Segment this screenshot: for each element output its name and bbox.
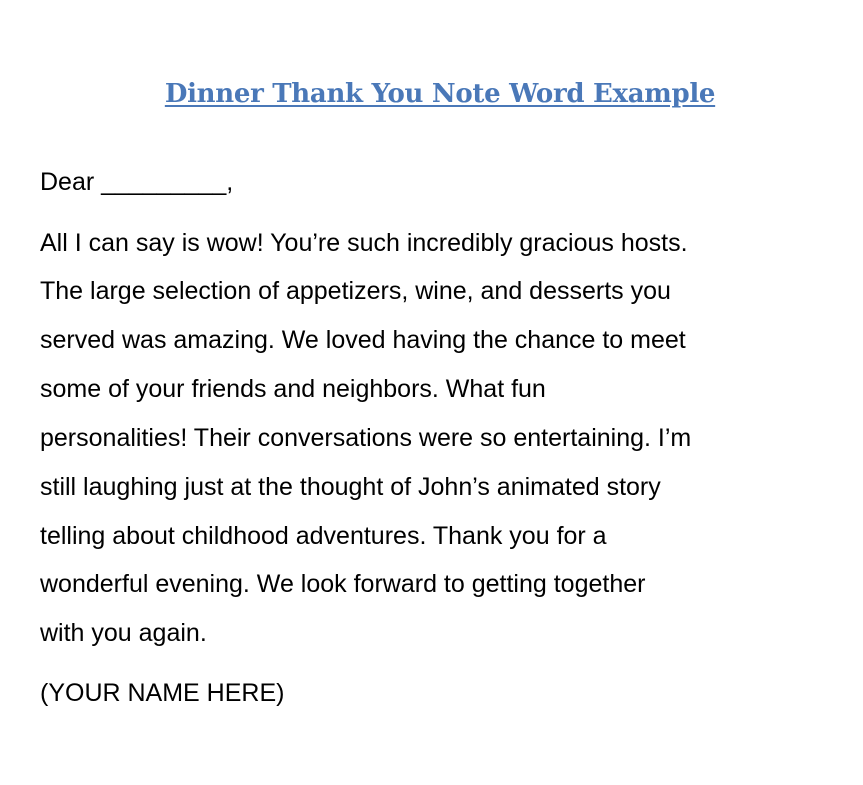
body-line: personalities! Their conversations were so entertaining. I’m [40,424,692,452]
body-line: with you again. [40,619,207,647]
body-line: All I can say is wow! You’re such incredibly gracious hosts. [40,229,688,257]
body-line: served was amazing. We loved having the chance to meet [40,326,686,354]
greeting-line: Dear _________, [40,168,234,196]
signature-line: (YOUR NAME HERE) [40,679,285,707]
body-line: telling about childhood adventures. Thank you for a [40,522,607,550]
body-line: The large selection of appetizers, wine, and desserts you [40,277,671,305]
body-line: some of your friends and neighbors. What fun [40,375,546,403]
body-line: still laughing just at the thought of John’s animated story [40,473,661,501]
document-title: Dinner Thank You Note Word Example [164,79,716,109]
body-line: wonderful evening. We look forward to getting together [40,570,646,598]
